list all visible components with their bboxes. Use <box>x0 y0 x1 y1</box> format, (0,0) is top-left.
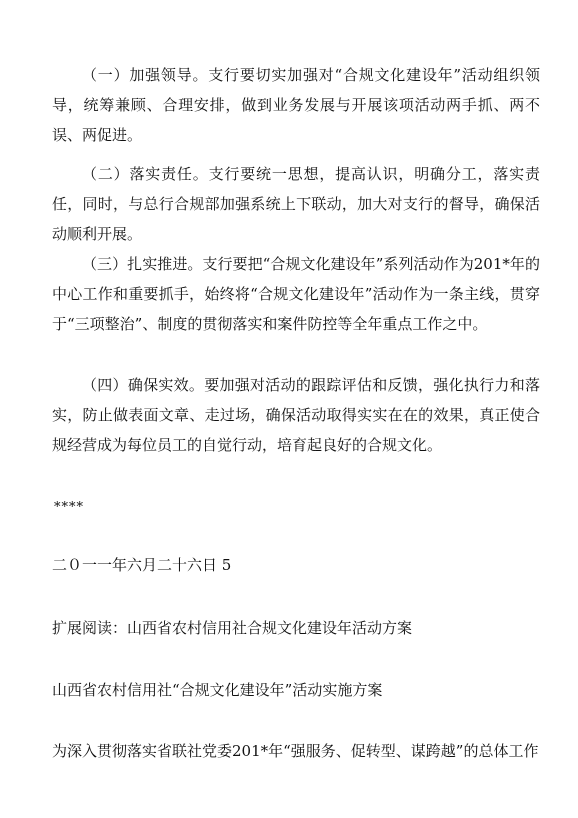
paragraph-solid-advance: （三）扎实推进。支行要把“合规文化建设年”系列活动作为201*年的中心工作和重要抓手，始终将“合规文化建设年”活动作为一条主线，贯穿于“三项整治”、制度的贯彻落实和案件防控等全年重点工作之中。 <box>52 255 540 333</box>
date-line: 二０一一年六月二十六日 5 <box>52 556 232 574</box>
intro-line: 为深入贯彻落实省联社党委201*年“强服务、促转型、谋跨越”的总体工作 <box>52 742 539 760</box>
extended-reading-line: 扩展阅读：山西省农村信用社合规文化建设年活动方案 <box>52 619 413 637</box>
paragraph-implement-responsibility: （二）落实责任。支行要统一思想，提高认识，明确分工，落实责任，同时，与总行合规部加强系统上下联动，加大对支行的督导，确保活动顺利开展。 <box>52 165 540 243</box>
separator-stars: **** <box>54 500 84 515</box>
plan-title-line: 山西省农村信用社“合规文化建设年”活动实施方案 <box>52 681 383 699</box>
paragraph-strengthen-leadership: （一）加强领导。支行要切实加强对“合规文化建设年”活动组织领导，统筹兼顾、合理安排，做到业务发展与开展该项活动两手抓、两不误、两促进。 <box>52 66 540 144</box>
paragraph-ensure-effect: （四）确保实效。要加强对活动的跟踪评估和反馈，强化执行力和落实，防止做表面文章、走过场，确保活动取得实实在在的效果，真正使合规经营成为每位员工的自觉行动，培育起良好的合规文化。 <box>52 376 540 454</box>
